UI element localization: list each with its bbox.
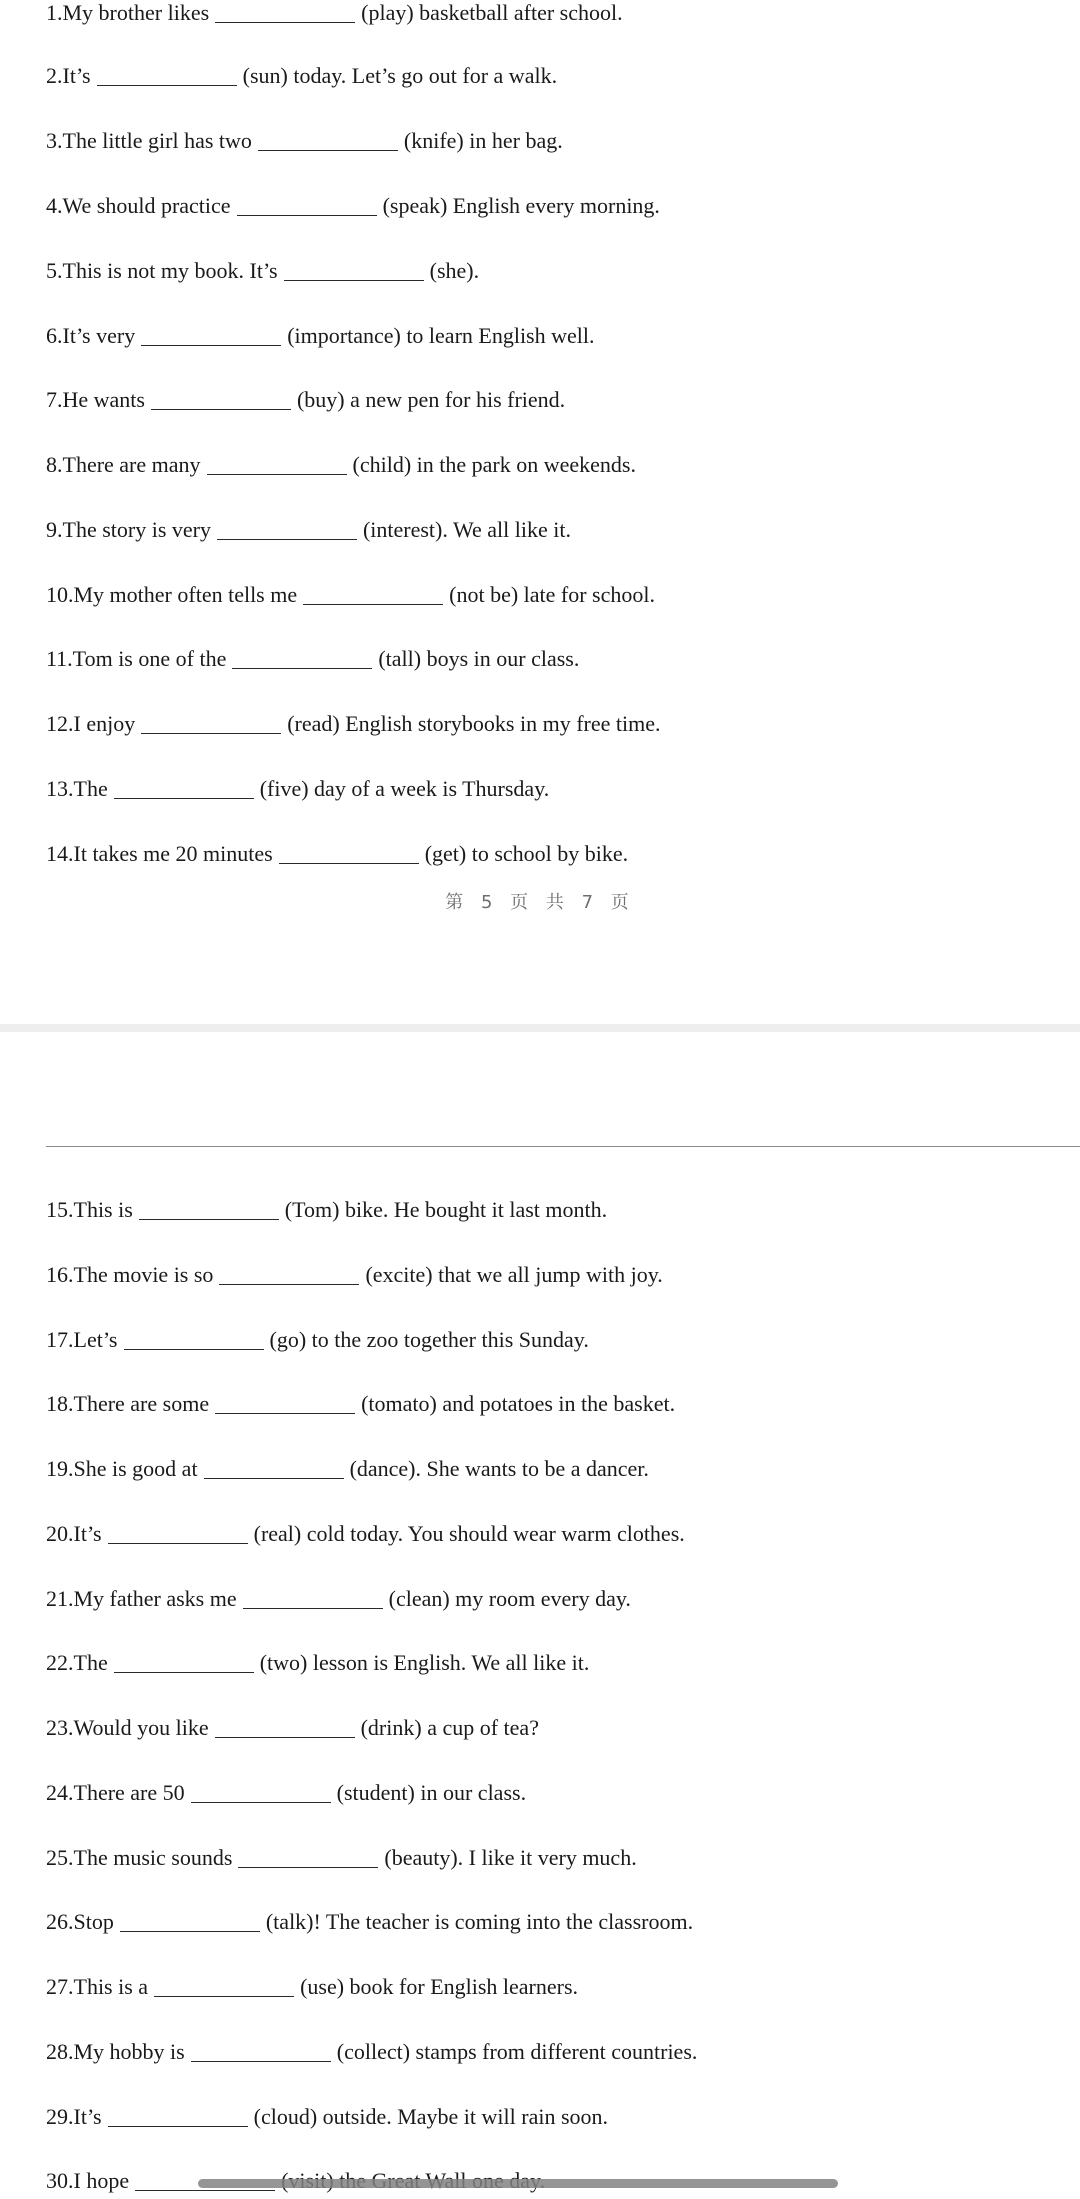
question-text-before: 26.Stop xyxy=(46,1909,114,1934)
question-text-after: (clean) my room every day. xyxy=(388,1586,631,1611)
question-20 xyxy=(46,1514,685,1554)
question-text-after: (tall) boys in our class. xyxy=(378,646,580,671)
answer-blank xyxy=(219,1262,359,1285)
question-12 xyxy=(46,704,661,744)
answer-blank xyxy=(279,841,419,864)
question-text-before: 15.This is xyxy=(46,1197,133,1222)
answer-blank xyxy=(204,1456,344,1479)
answer-blank xyxy=(154,1974,294,1997)
question-text-after: (dance). She wants to be a dancer. xyxy=(349,1456,649,1481)
answer-blank xyxy=(232,646,372,669)
question-text-before: 25.The music sounds xyxy=(46,1845,233,1870)
question-7 xyxy=(46,380,565,420)
question-text-after: (Tom) bike. He bought it last month. xyxy=(284,1197,608,1222)
answer-blank xyxy=(258,128,398,151)
answer-blank xyxy=(114,1650,254,1673)
question-22 xyxy=(46,1643,589,1683)
question-3 xyxy=(46,121,563,161)
question-25 xyxy=(46,1838,637,1878)
question-28 xyxy=(46,2032,697,2072)
question-text-before: 22.The xyxy=(46,1650,108,1675)
question-8 xyxy=(46,445,636,485)
answer-blank xyxy=(243,1586,383,1609)
question-29 xyxy=(46,2097,608,2137)
answer-blank xyxy=(141,323,281,346)
question-27 xyxy=(46,1967,578,2007)
question-text-after: (cloud) outside. Maybe it will rain soon. xyxy=(253,2104,609,2129)
question-text-after: (drink) a cup of tea? xyxy=(360,1715,539,1740)
question-text-after: (use) book for English learners. xyxy=(300,1974,579,1999)
question-11 xyxy=(46,639,579,679)
question-text-after: (go) to the zoo together this Sunday. xyxy=(269,1327,589,1352)
question-6 xyxy=(46,316,595,356)
question-1 xyxy=(46,0,623,33)
page-number-footer: 第 5 页 共 7 页 xyxy=(445,892,635,913)
question-21 xyxy=(46,1579,631,1619)
question-text-before: 1.My brother likes xyxy=(46,0,210,25)
question-text-before: 11.Tom is one of the xyxy=(46,646,227,671)
question-text-before: 28.My hobby is xyxy=(46,2039,185,2064)
question-text-before: 6.It’s very xyxy=(46,323,136,348)
question-13 xyxy=(46,769,549,809)
question-text-before: 8.There are many xyxy=(46,452,201,477)
header-rule xyxy=(46,1146,1080,1147)
question-text-after: (excite) that we all jump with joy. xyxy=(365,1262,663,1287)
question-text-before: 9.The story is very xyxy=(46,517,211,542)
answer-blank xyxy=(191,1780,331,1803)
question-text-before: 30.I hope xyxy=(46,2168,130,2193)
question-text-after: (sun) today. Let’s go out for a walk. xyxy=(242,63,558,88)
question-text-before: 27.This is a xyxy=(46,1974,149,1999)
question-15 xyxy=(46,1190,607,1230)
question-text-after: (two) lesson is English. We all like it. xyxy=(259,1650,590,1675)
question-text-after: (collect) stamps from different countries. xyxy=(336,2039,698,2064)
answer-blank xyxy=(151,387,291,410)
question-text-after: (beauty). I like it very much. xyxy=(384,1845,637,1870)
question-text-after: (read) English storybooks in my free time. xyxy=(287,711,661,736)
question-text-before: 18.There are some xyxy=(46,1391,210,1416)
answer-blank xyxy=(124,1327,264,1350)
answer-blank xyxy=(303,582,443,605)
question-text-after: (not be) late for school. xyxy=(449,582,655,607)
answer-blank xyxy=(97,63,237,86)
question-text-after: (talk)! The teacher is coming into the classroom. xyxy=(265,1909,694,1934)
answer-blank xyxy=(215,1715,355,1738)
question-5 xyxy=(46,251,479,291)
answer-blank xyxy=(284,258,424,281)
page-separator xyxy=(0,1024,1080,1032)
question-text-after: (child) in the park on weekends. xyxy=(352,452,636,477)
question-text-after: (student) in our class. xyxy=(336,1780,527,1805)
question-text-after: (she). xyxy=(429,258,480,283)
question-text-before: 13.The xyxy=(46,776,108,801)
question-text-after: (play) basketball after school. xyxy=(361,0,623,25)
answer-blank xyxy=(141,711,281,734)
question-text-before: 10.My mother often tells me xyxy=(46,582,298,607)
question-19 xyxy=(46,1449,649,1489)
question-text-before: 19.She is good at xyxy=(46,1456,198,1481)
question-23 xyxy=(46,1708,539,1748)
question-text-after: (five) day of a week is Thursday. xyxy=(259,776,550,801)
answer-blank xyxy=(108,1521,248,1544)
answer-blank xyxy=(215,0,355,23)
answer-blank xyxy=(217,517,357,540)
question-9 xyxy=(46,510,571,550)
answer-blank xyxy=(237,193,377,216)
document-page-6 xyxy=(0,1032,1080,2199)
question-16 xyxy=(46,1255,663,1295)
answer-blank xyxy=(120,1909,260,1932)
question-17 xyxy=(46,1320,589,1360)
answer-blank xyxy=(139,1197,279,1220)
answer-blank xyxy=(215,1391,355,1414)
document-page-5 xyxy=(0,0,1080,1024)
answer-blank xyxy=(207,452,347,475)
question-text-before: 4.We should practice xyxy=(46,193,231,218)
question-text-before: 2.It’s xyxy=(46,63,91,88)
question-text-after: (get) to school by bike. xyxy=(424,841,629,866)
question-text-after: (speak) English every morning. xyxy=(382,193,660,218)
question-text-before: 24.There are 50 xyxy=(46,1780,185,1805)
question-24 xyxy=(46,1773,526,1813)
question-14 xyxy=(46,834,628,874)
answer-blank xyxy=(114,776,254,799)
question-text-before: 17.Let’s xyxy=(46,1327,118,1352)
answer-blank xyxy=(108,2104,248,2127)
question-text-before: 5.This is not my book. It’s xyxy=(46,258,278,283)
question-text-after: (tomato) and potatoes in the basket. xyxy=(361,1391,676,1416)
answer-blank xyxy=(238,1845,378,1868)
question-text-after: (interest). We all like it. xyxy=(362,517,571,542)
question-text-before: 7.He wants xyxy=(46,387,145,412)
question-text-after: (knife) in her bag. xyxy=(403,128,563,153)
question-text-before: 20.It’s xyxy=(46,1521,102,1546)
question-text-after: (real) cold today. You should wear warm clothes. xyxy=(253,1521,685,1546)
question-text-after: (importance) to learn English well. xyxy=(287,323,595,348)
question-text-before: 21.My father asks me xyxy=(46,1586,237,1611)
question-text-before: 14.It takes me 20 minutes xyxy=(46,841,273,866)
horizontal-scrollbar[interactable] xyxy=(198,2179,838,2188)
question-10 xyxy=(46,575,655,615)
answer-blank xyxy=(191,2039,331,2062)
question-4 xyxy=(46,186,660,226)
question-text-before: 12.I enjoy xyxy=(46,711,136,736)
question-text-after: (buy) a new pen for his friend. xyxy=(296,387,566,412)
question-18 xyxy=(46,1384,675,1424)
question-text-before: 23.Would you like xyxy=(46,1715,209,1740)
question-text-before: 3.The little girl has two xyxy=(46,128,252,153)
question-26 xyxy=(46,1902,693,1942)
question-2 xyxy=(46,56,557,96)
question-text-before: 29.It’s xyxy=(46,2104,102,2129)
question-text-before: 16.The movie is so xyxy=(46,1262,214,1287)
